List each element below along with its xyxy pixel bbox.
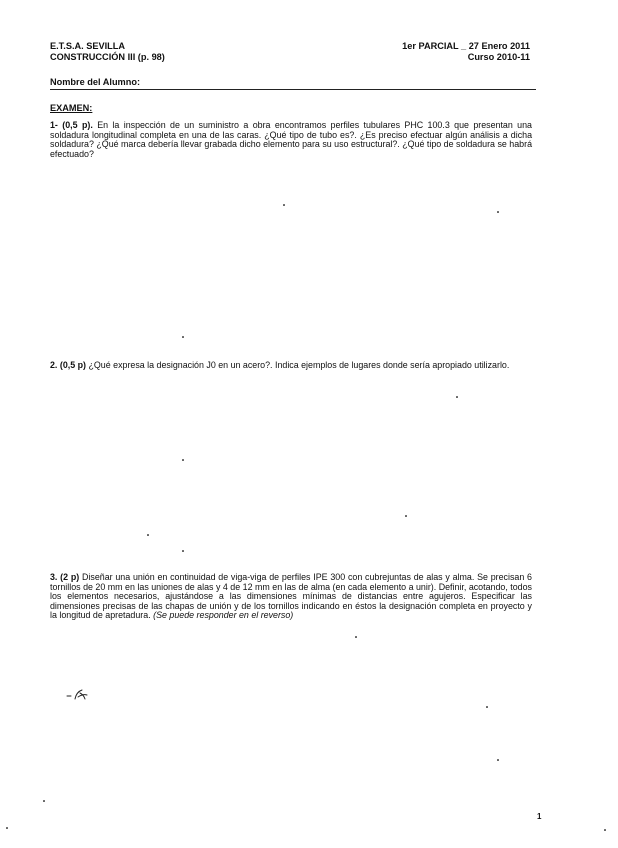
- student-name-line: [50, 89, 536, 90]
- exam-title: 1er PARCIAL _ 27 Enero 2011: [402, 41, 530, 51]
- question-2-label: 2. (0,5 p): [50, 360, 87, 370]
- scan-speck: [283, 204, 285, 206]
- question-2-text: ¿Qué expresa la designación J0 en un acero?. Indica ejemplos de lugares donde sería apropiado utilizarlo.: [88, 360, 510, 370]
- question-1: [50, 121, 532, 159]
- scan-speck: [182, 550, 184, 552]
- question-2: [50, 361, 532, 371]
- scan-speck: [147, 534, 149, 536]
- question-1-text: En la inspección de un suministro a obra encontramos perfiles tubulares PHC 100.3 que presentan una soldadura longitudinal completa en una de las caras. ¿Qué tipo de tubo es?. ¿Es preciso efectuar algún análisis a dicha soldadura? ¿Qué marca debería llevar grabada dicho elemento para su uso estructural?. ¿Qué tipo de soldadura se habrá efectuado?: [50, 120, 533, 159]
- academic-year: Curso 2010-11: [467, 52, 530, 62]
- question-1-label: 1- (0,5 p).: [50, 120, 93, 130]
- course-reference: CONSTRUCCIÓN III (p. 98): [50, 52, 165, 62]
- pen-scribble: [66, 688, 92, 702]
- question-3-note: (Se puede responder en el reverso): [153, 610, 294, 621]
- scan-speck: [497, 211, 499, 213]
- exam-heading: EXAMEN:: [50, 103, 93, 113]
- scan-speck: [604, 829, 606, 831]
- scan-speck: [405, 515, 407, 517]
- scan-speck: [43, 800, 45, 802]
- scan-speck: [182, 459, 184, 461]
- question-3: [50, 573, 532, 621]
- scan-speck: [355, 636, 357, 638]
- question-3-label: 3. (2 p): [50, 572, 80, 582]
- question-3-text: Diseñar una unión en continuidad de viga-viga de perfiles IPE 300 con cubrejuntas de alas y alma. Se precisan 6 tornillos de 20 mm en las uniones de alas y 4 de 12 mm en las de alma (en cada elemento a unir). Definir, acotando, todos los elementos necesarios, ajustándose a las dimensiones mínimas de distancias entre agujeros. Especificar las dimensiones precisas de las chapas de unión y de los tornillos indicando en éstos la designación completa en proyecto y la longitud de apretadura.: [50, 572, 532, 621]
- scan-speck: [497, 759, 499, 761]
- scan-speck: [456, 396, 458, 398]
- school-name: E.T.S.A. SEVILLA: [50, 41, 126, 51]
- student-name-label: Nombre del Alumno:: [50, 77, 141, 87]
- page-number: 1: [537, 812, 542, 821]
- scan-speck: [182, 336, 184, 338]
- scan-speck: [6, 827, 8, 829]
- scan-speck: [486, 706, 488, 708]
